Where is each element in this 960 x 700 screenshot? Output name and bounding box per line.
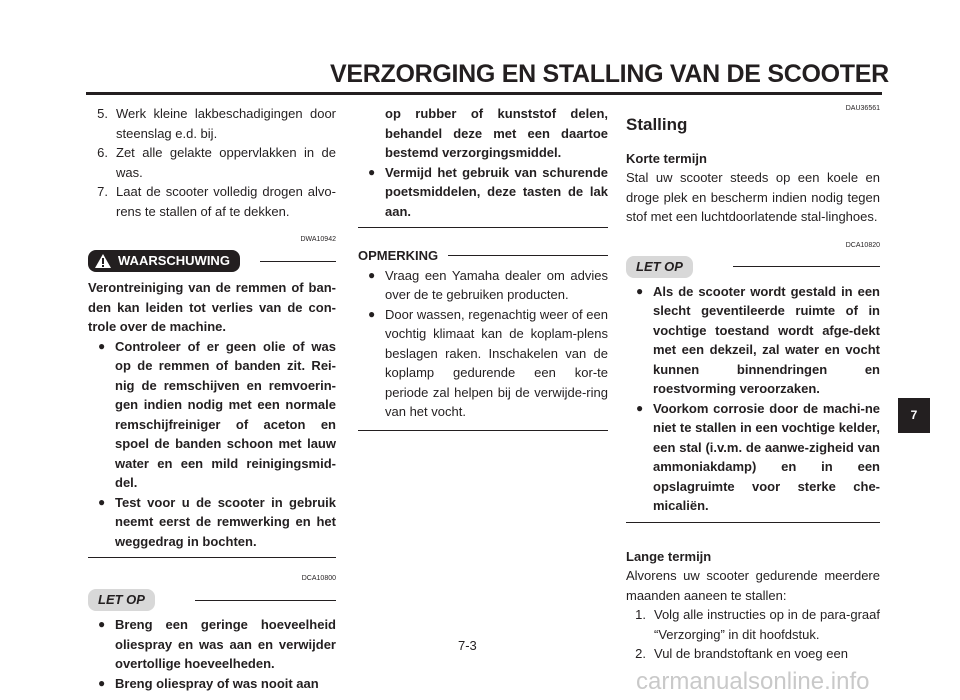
subheading-short-term: Korte termijn — [626, 150, 707, 166]
note-bullet — [358, 266, 608, 305]
bullet-text: Door wassen, regenachtig weer of een vochtig klimaat kan de koplam-plens beslagen raken. Inschakelen van de koplamp gedurende een kor-te periode zal helpen bij de verwijde-ring van het vocht. — [385, 306, 608, 419]
bullet-icon: ● — [98, 494, 106, 509]
step-item — [88, 104, 336, 143]
column-1 — [88, 104, 336, 693]
step-item — [626, 605, 880, 644]
note-end-rule — [358, 430, 608, 431]
warning-header-rule — [260, 261, 336, 262]
warning-end-rule — [88, 557, 336, 558]
step-number: 2. — [635, 646, 646, 661]
section-heading: Stalling — [626, 115, 688, 134]
header-rule — [86, 92, 882, 95]
notice-code: DCA10800 — [301, 575, 336, 582]
step-number: 7. — [97, 184, 108, 199]
step-number: 6. — [97, 145, 108, 160]
chapter-tab: 7 — [898, 398, 930, 433]
notice-header-rule — [195, 600, 336, 601]
bullet-icon: ● — [98, 675, 106, 690]
step-number: 1. — [635, 607, 646, 622]
note-bullet — [358, 305, 608, 422]
notice-badge: LET OP — [626, 256, 693, 278]
bullet-icon: ● — [636, 400, 644, 415]
step-text: Vul de brandstoftank en voeg een — [654, 646, 848, 661]
notice-continuation: op rubber of kunststof delen, behandel deze met een daartoe bestemd verzorgingsmiddel. — [385, 106, 608, 160]
notice-bullet — [88, 674, 336, 694]
warning-label: WAARSCHUWING — [118, 253, 230, 269]
step-text: Laat de scooter volledig drogen alvo-rens te stallen of af te dekken. — [116, 184, 336, 219]
note-header-rule — [448, 255, 608, 256]
bullet-icon: ● — [98, 338, 106, 353]
bullet-icon: ● — [368, 267, 376, 282]
warning-bullet — [88, 493, 336, 552]
section-code: DAU36561 — [845, 105, 880, 112]
bullet-text: Controleer of er geen olie of was op de remmen of banden zit. Rei-nig de remschijven en remvoerin-gen indien nodig met een normale remschijfreiniger of aceton en spoel de banden schoon met lauw water en een mild reinigingsmid-del. — [115, 338, 336, 490]
notice-badge: LET OP — [88, 589, 155, 611]
note-header — [358, 246, 608, 266]
step-item — [626, 644, 880, 664]
notice-bullet — [88, 615, 336, 674]
bullet-text: Als de scooter wordt gestald in een slecht geventileerde ruimte of in vochtige toestand wordt afge-dekt met een dekzeil, zal water en vocht kunnen binnendringen en roestvorming veroorzaken. — [653, 283, 880, 396]
warning-intro: Verontreiniging van de remmen of ban-den kan leiden tot verlies van de con-trole over de machine. — [88, 280, 336, 334]
warning-code: DWA10942 — [300, 236, 336, 243]
step-item — [88, 182, 336, 221]
short-term-text: Stal uw scooter steeds op een koele en droge plek en bescherm indien nodig tegen stof met een luchtdoorlatende stal-linghoes. — [626, 170, 880, 224]
bullet-icon: ● — [368, 164, 376, 179]
warning-triangle-icon — [94, 253, 112, 269]
step-text: Zet alle gelakte oppervlakken in de was. — [116, 145, 336, 180]
bullet-text: Vraag een Yamaha dealer om advies over de te gebruiken producten. — [385, 267, 608, 302]
warning-bullet — [88, 337, 336, 493]
notice-header — [626, 256, 880, 278]
bullet-text: Vermijd het gebruik van schurende poetsmiddelen, deze tasten de lak aan. — [385, 164, 608, 219]
bullet-icon: ● — [98, 617, 106, 631]
notice-end-rule — [626, 522, 880, 523]
notice-bullet — [626, 282, 880, 399]
notice-header — [88, 589, 336, 611]
subheading-long-term: Lange termijn — [626, 548, 712, 564]
bullet-text: Voorkom corrosie door de machi-ne niet te stallen in een vochtige kelder, een stal (i.v.m. de aanwe-zigheid van ammoniakdamp) en in een opslagruimte voor sterke che-micaliën. — [653, 400, 880, 513]
bullet-text: Breng oliespray of was nooit aan — [115, 675, 319, 691]
notice-header-rule — [733, 266, 880, 267]
notice-code: DCA10820 — [845, 241, 880, 249]
bullet-icon: ● — [368, 306, 376, 321]
note-label: OPMERKING — [358, 248, 439, 263]
chapter-title: VERZORGING EN STALLING VAN DE SCOOTER — [330, 60, 889, 88]
bullet-icon: ● — [636, 283, 644, 298]
bullet-text: Test voor u de scooter in gebruik neemt eerst de remwerking en het weggedrag in bochten. — [115, 494, 336, 549]
bullet-text: Breng een geringe hoeveelheid oliespray en was aan en verwijder overtollige hoeveelheden. — [115, 617, 336, 671]
long-term-text: Alvorens uw scooter gedurende meerdere maanden aaneen te stallen: — [626, 568, 880, 603]
warning-header — [88, 250, 336, 272]
page-number: 7-3 — [458, 638, 477, 653]
notice-bullet — [626, 399, 880, 516]
warning-badge — [88, 250, 240, 272]
column-2 — [358, 104, 608, 431]
step-item — [88, 143, 336, 182]
step-number: 5. — [97, 106, 108, 121]
step-text: Volg alle instructies op in de para-graaf “Verzorging” in dit hoofdstuk. — [654, 607, 880, 642]
column-3 — [626, 104, 880, 664]
watermark: carmanualsonline.info — [636, 668, 870, 695]
notice-end-rule — [358, 227, 608, 228]
step-text: Werk kleine lakbeschadigingen door steenslag e.d. bij. — [116, 106, 336, 141]
notice-bullet — [358, 163, 608, 222]
